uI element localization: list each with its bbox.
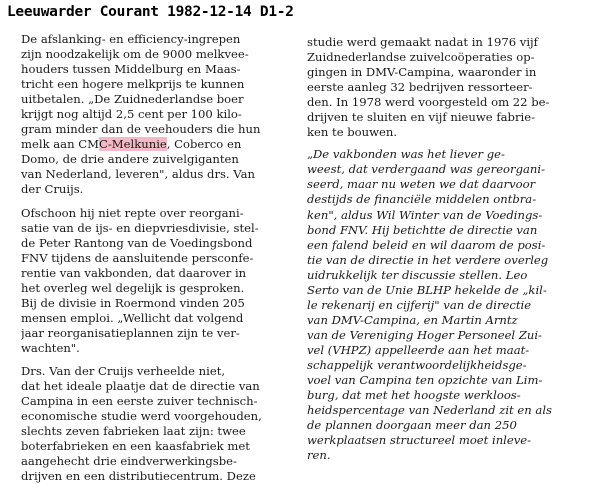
- text-line: gingen in DMV-Campina, waaronder in: [307, 65, 537, 80]
- text-line: gram minder dan de veehouders die hun: [21, 122, 261, 137]
- text-line: melk aan CMC-Melkunie, Coberco en: [21, 137, 242, 152]
- text-line: zijn noodzakelijk om de 9000 melkvee-: [21, 47, 249, 62]
- text-line: een falend beleid en wil daarom de posi-: [307, 237, 546, 252]
- text-line: de Peter Rantong van de Voedingsbond: [21, 235, 253, 250]
- text-line: studie werd gemaakt nadat in 1976 vijf: [307, 35, 538, 49]
- text-line: burg, dat met het hoogste werkloos-: [307, 388, 521, 403]
- text-line: „De vakbonden was het liever ge-: [307, 147, 505, 162]
- text-line: heidspercentage van Nederland zit en als: [307, 403, 552, 418]
- text-line: aangehecht drie eindverwerkingsbe-: [21, 454, 237, 469]
- text-line: FNV tijdens de aansluitende persconfe-: [21, 250, 254, 265]
- paragraph: [307, 35, 590, 140]
- text-line: Domo, de drie andere zuivelgiganten: [21, 152, 239, 167]
- text-line: mensen emploi. „Wellicht dat volgend: [21, 310, 244, 325]
- text-line: satie van de ijs- en diepvriesdivisie, stel-: [21, 220, 259, 235]
- text-line: krijgt nog altijd 2,5 cent per 100 kilo-: [21, 107, 242, 122]
- text-line: jaar reorganisatieplannen zijn te ver-: [21, 325, 240, 340]
- text-line: slechts zeven fabrieken laat zijn: twee: [21, 424, 246, 439]
- paragraph: [21, 32, 303, 198]
- text-line: van Nederland, leveren", aldus drs. Van: [21, 167, 255, 182]
- page-header: Leeuwarder Courant 1982-12-14 D1-2: [7, 4, 294, 20]
- text-line: vel (VHPZ) appelleerde aan het maat-: [307, 342, 530, 357]
- text-line: het overleg wel degelijk is gesproken.: [21, 280, 245, 295]
- text-line: uidrukkelijk ter discussie stellen. Leo: [307, 267, 528, 282]
- text-line: schappelijk verantwoordelijkheidsge-: [307, 357, 527, 372]
- paragraph: [21, 206, 303, 356]
- text-line: den. In 1978 werd voorgesteld om 22 be-: [307, 95, 550, 110]
- text-line: drijven en een distributiecentrum. Deze: [21, 469, 256, 484]
- text-line: tie van de directie in het verdere overleg: [307, 252, 549, 267]
- text-line: drijven te sluiten en vijf nieuwe fabrie-: [307, 110, 536, 125]
- text-line: le rekenarij en cijferij" van de directie: [307, 297, 532, 312]
- highlighted-term: C-Melkunie: [99, 137, 167, 152]
- article-left-column: [21, 32, 303, 484]
- text-line: Ofschoon hij niet repte over reorgani-: [21, 205, 244, 220]
- text-line: Serto van de Unie BLHP hekelde de „kil-: [307, 282, 547, 297]
- text-line: bond FNV. Hij betichtte de directie van: [307, 222, 538, 237]
- text-line: werkplaatsen structureel moet inleve-: [307, 433, 532, 448]
- text-line: tricht een hogere melkprijs te kunnen: [21, 77, 245, 92]
- text-line: Bij de divisie in Roermond vinden 205: [21, 295, 245, 310]
- text-line: rentie van vakbonden, dat daarover in: [21, 265, 247, 280]
- text-line: houders tussen Middelburg en Maas-: [21, 62, 241, 77]
- text-line: ken", aldus Wil Winter van de Voedings-: [307, 207, 543, 222]
- text-line: de plannen doorgaan meer dan 250: [307, 418, 517, 433]
- text-line: economische studie werd voorgehouden,: [21, 409, 262, 424]
- text-line: Drs. Van der Cruijs verheelde niet,: [21, 363, 226, 378]
- paragraph: [21, 364, 303, 484]
- text-line: ken te bouwen.: [307, 125, 398, 140]
- text-line: Zuidnederlandse zuivelcoöperaties op-: [307, 50, 535, 65]
- text-line: weest, dat verdergaand was gereorgani-: [307, 162, 546, 177]
- text-line: Campina in een eerste zuiver technisch-: [21, 394, 258, 409]
- paragraph: [307, 147, 590, 463]
- text-line: ren.: [307, 448, 331, 463]
- text-line: voel van Campina ten opzichte van Lim-: [307, 373, 543, 388]
- text-line: boterfabrieken en een kaasfabriek met: [21, 439, 250, 454]
- text-line: dat het ideale plaatje dat de directie van: [21, 379, 260, 394]
- article-right-column: [307, 35, 590, 463]
- text-line: wachten".: [21, 340, 80, 355]
- text-line: seerd, maar nu weten we dat daarvoor: [307, 177, 536, 192]
- text-line: destijds de financiële middelen ontbra-: [307, 192, 537, 207]
- text-line: uitbetalen. „De Zuidnederlandse boer: [21, 92, 244, 107]
- text-line: der Cruijs.: [21, 182, 84, 197]
- text-line: eerste aanleg 32 bedrijven ressorteer-: [307, 80, 533, 95]
- text-line: van DMV-Campina, en Martin Arntz: [307, 312, 518, 327]
- text-line: van de Vereniging Hoger Personeel Zui-: [307, 327, 542, 342]
- text-line: De afslanking- en efficiency-ingrepen: [21, 32, 241, 46]
